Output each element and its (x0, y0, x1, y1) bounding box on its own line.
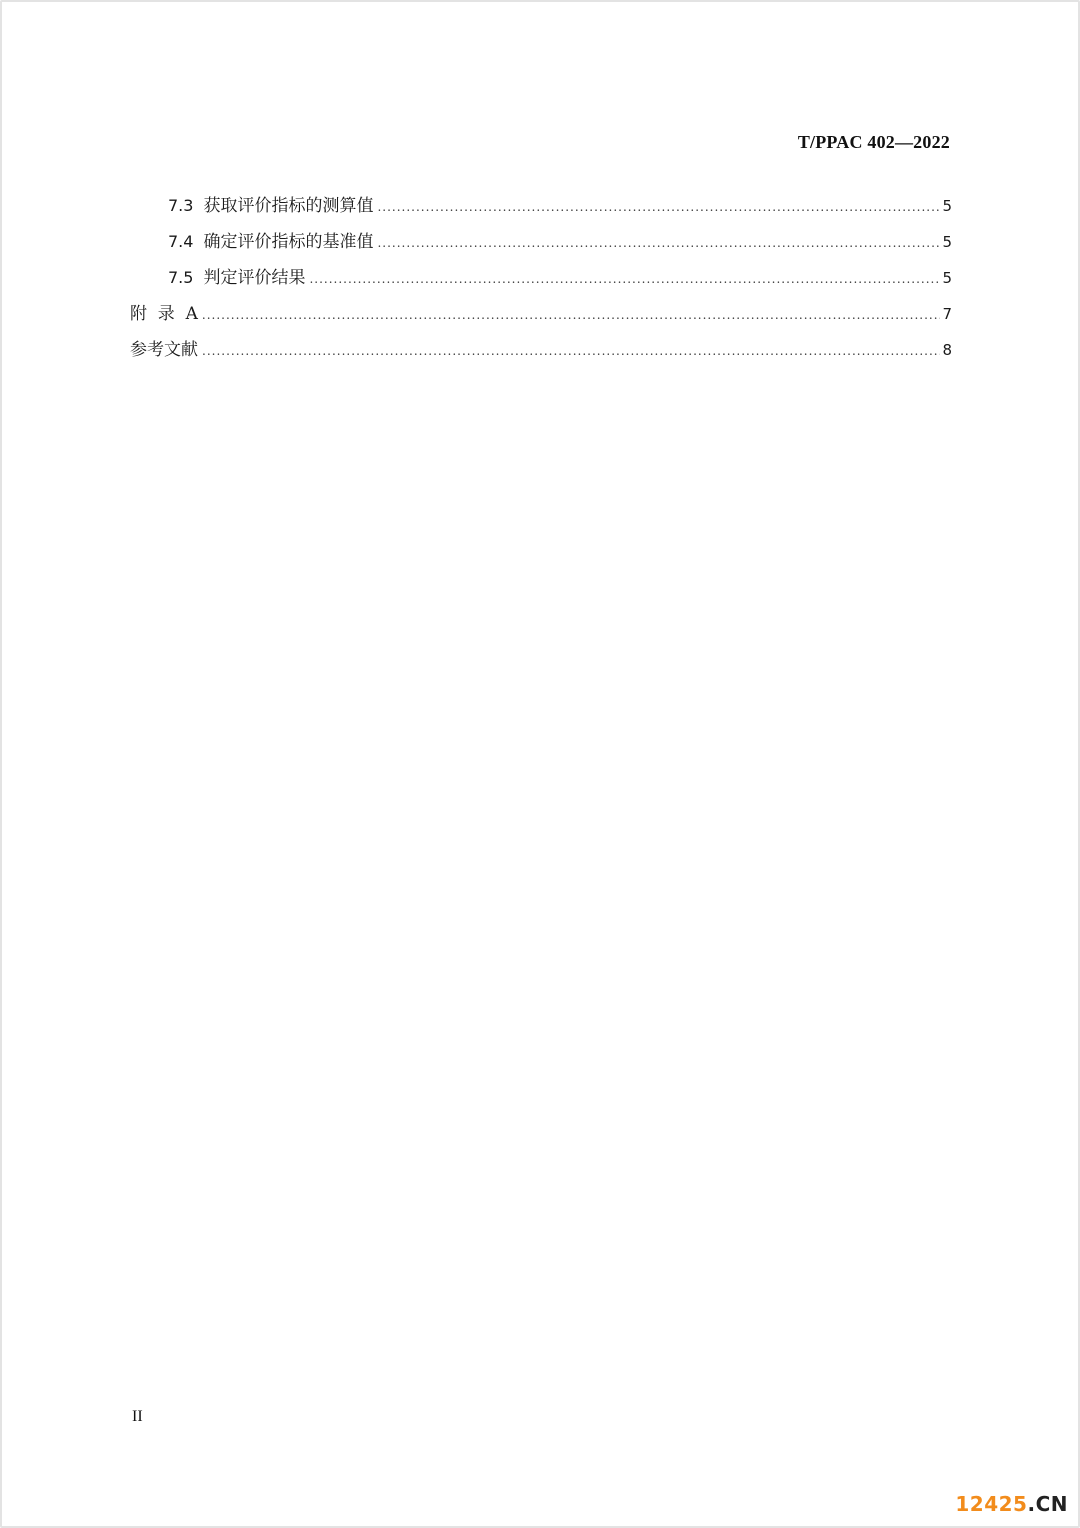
toc-entry-title: 判定评价结果 (203, 268, 306, 288)
toc-entry-7-3[interactable] (130, 190, 952, 226)
toc-entry-page: 5 (942, 233, 952, 251)
toc-entry-references[interactable] (130, 334, 952, 370)
toc-dot-leader (309, 263, 940, 295)
toc-entry-page: 8 (942, 341, 952, 359)
toc-entry-title: 参考文献 (130, 340, 198, 360)
toc-entry-appendix-a[interactable] (130, 298, 952, 334)
toc-entry-7-4[interactable] (130, 226, 952, 262)
toc-entry-title: 附 录 A (130, 304, 198, 324)
toc-dot-leader (377, 227, 940, 259)
page-number-footer: II (132, 1408, 143, 1425)
toc-entry-number: 7.5 (168, 268, 194, 287)
toc-entry-7-5[interactable] (130, 262, 952, 298)
table-of-contents (130, 190, 952, 370)
toc-dot-leader (202, 299, 940, 331)
toc-entry-number: 7.3 (168, 196, 194, 215)
watermark-text: 12425 (955, 1492, 1028, 1516)
toc-entry-number: 7.4 (168, 232, 194, 251)
toc-dot-leader (202, 335, 940, 367)
watermark-suffix: .CN (1027, 1492, 1068, 1516)
toc-entry-page: 5 (942, 269, 952, 287)
document-number: T/PPAC 402—2022 (797, 132, 950, 152)
toc-entry-page: 7 (942, 305, 952, 323)
toc-entry-title: 获取评价指标的测算值 (203, 196, 374, 216)
site-watermark-logo (955, 1492, 1068, 1516)
toc-dot-leader (377, 191, 940, 223)
toc-entry-page: 5 (942, 197, 952, 215)
toc-entry-title: 确定评价指标的基准值 (203, 232, 374, 252)
